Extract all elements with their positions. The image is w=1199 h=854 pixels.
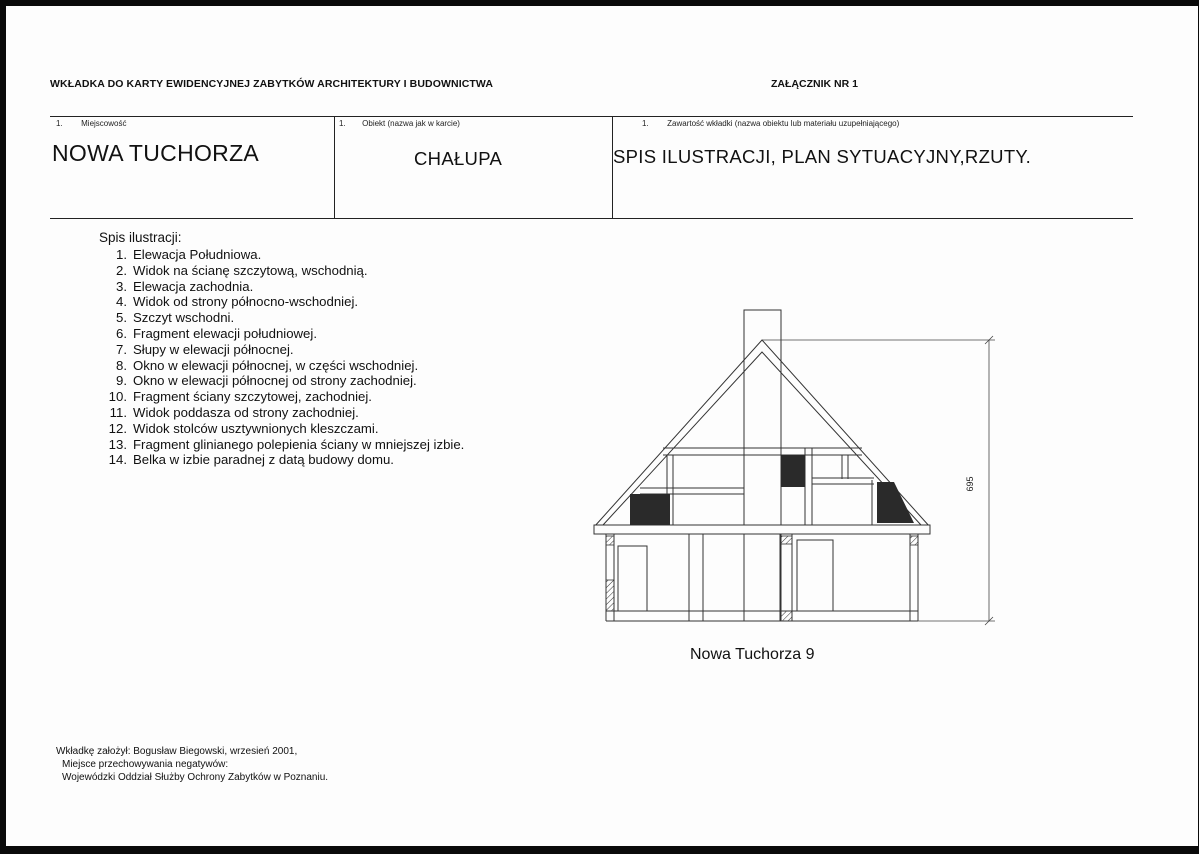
- illustration-number: 2.: [116, 262, 127, 278]
- eave-band: [594, 525, 930, 534]
- illustration-number: 12.: [108, 420, 127, 436]
- illustration-text: Widok od strony północno-wschodniej.: [133, 294, 359, 310]
- obiekt-value: CHAŁUPA: [414, 148, 503, 169]
- hatch-cut: [781, 611, 792, 621]
- hatch-cut: [606, 580, 614, 611]
- illustration-number: 5.: [116, 310, 127, 326]
- illustration-text: Widok poddasza od strony zachodniej.: [133, 404, 359, 420]
- illustration-number: 1.: [116, 247, 127, 262]
- annex-label: ZAŁĄCZNIK NR 1: [771, 78, 858, 90]
- door-left: [618, 546, 647, 611]
- zawartosc-value: SPIS ILUSTRACJI, PLAN SYTUACYJNY,RZUTY.: [613, 146, 1032, 167]
- field-label: Zawartość wkładki (nazwa obiektu lub materiału uzupełniającego): [667, 119, 900, 128]
- footer-negatives-label: Miejsce przechowywania negatywów:: [62, 759, 229, 770]
- illustration-text: Fragment glinianego polepienia ściany w mniejszej izbie.: [133, 436, 465, 452]
- illustration-text: Elewacja Południowa.: [133, 247, 262, 262]
- illustration-number: 10.: [108, 389, 127, 405]
- footer-notes: [56, 745, 328, 784]
- illustration-number: 11.: [109, 404, 127, 420]
- field-number: 1.: [339, 119, 346, 128]
- hatch-cut: [606, 536, 614, 545]
- illustration-number: 13.: [108, 436, 127, 452]
- illustration-text: Słupy w elewacji północnej.: [133, 341, 294, 357]
- illustration-number: 3.: [116, 278, 127, 294]
- drawing-caption: Nowa Tuchorza 9: [690, 646, 815, 663]
- illustration-text: Widok stolców usztywnionych kleszczami.: [133, 420, 379, 436]
- illustration-number: 8.: [116, 357, 127, 373]
- illustration-number: 9.: [116, 373, 127, 389]
- field-label: Obiekt (nazwa jak w karcie): [362, 119, 460, 128]
- illustration-text: Fragment elewacji południowej.: [133, 325, 317, 341]
- illustration-text: Widok na ścianę szczytową, wschodnią.: [133, 262, 368, 278]
- field-number: 1.: [56, 119, 63, 128]
- illustration-number: 14.: [108, 452, 127, 468]
- door-right: [797, 540, 833, 611]
- illustration-text: Fragment ściany szczytowej, zachodniej.: [133, 389, 372, 405]
- illustration-text: Okno w elewacji północnej, w części wschodniej.: [133, 357, 419, 373]
- attic-opening-left: [630, 494, 670, 525]
- illustration-number: 4.: [116, 294, 127, 310]
- illustration-text: Belka w izbie paradnej z datą budowy domu.: [133, 452, 394, 468]
- field-label: Miejscowość: [81, 119, 127, 128]
- illustration-text: Szczyt wschodni.: [133, 310, 235, 326]
- illustration-text: Elewacja zachodnia.: [133, 278, 254, 294]
- chimney: [744, 310, 781, 621]
- field-number: 1.: [642, 119, 649, 128]
- hatch-cut: [781, 536, 792, 544]
- miejscowosc-value: NOWA TUCHORZA: [52, 140, 260, 166]
- illustration-text: Okno w elewacji północnej od strony zachodniej.: [133, 373, 417, 389]
- illustrations-title: Spis ilustracji:: [99, 230, 182, 245]
- hatch-cut: [910, 536, 918, 545]
- illustration-number: 7.: [116, 341, 127, 357]
- footer-negatives-location: Wojewódzki Oddział Służby Ochrony Zabytków w Poznaniu.: [62, 772, 329, 783]
- dimension-value: 695: [965, 476, 975, 492]
- footer-author: Wkładkę założył: Bogusław Biegowski, wrzesień 2001,: [56, 746, 298, 757]
- document-title: WKŁADKA DO KARTY EWIDENCYJNEJ ZABYTKÓW ARCHITEKTURY I BUDOWNICTWA: [50, 78, 494, 90]
- illustration-number: 6.: [116, 325, 127, 341]
- attic-opening-middle: [781, 455, 805, 487]
